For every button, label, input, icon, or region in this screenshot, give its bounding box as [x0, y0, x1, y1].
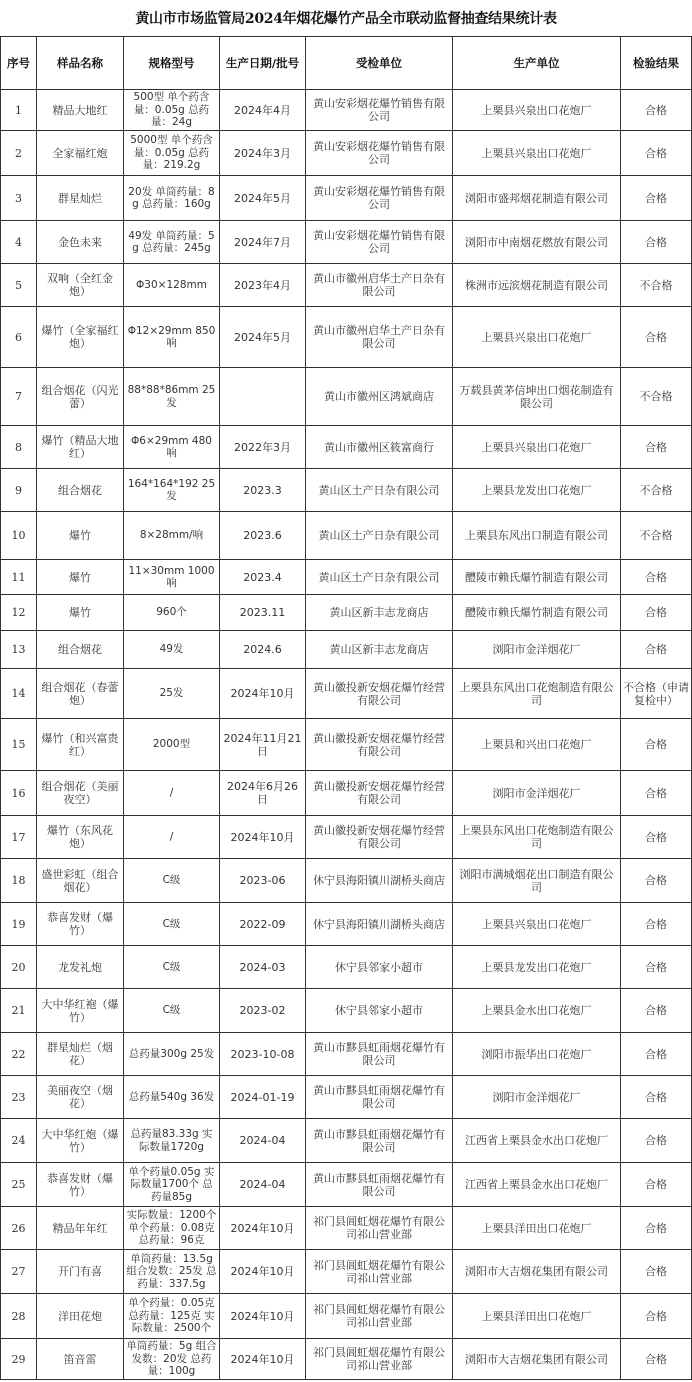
sample-name-cell: 爆竹（全家福红炮） — [37, 307, 124, 368]
row-number-cell: 3 — [1, 176, 37, 221]
table-row — [1, 176, 692, 221]
inspection-result-cell: 不合格（申请复检中） — [621, 669, 692, 719]
sample-name-cell: 精品大地红 — [37, 90, 124, 131]
inspection-result-cell: 合格 — [621, 131, 692, 176]
inspected-unit-cell: 黄山区新丰志龙商店 — [306, 631, 453, 669]
inspection-result-cell: 不合格 — [621, 264, 692, 307]
producer-unit-cell: 万载县黄茅信坤出口烟花制造有限公司 — [453, 368, 621, 426]
inspection-result-cell: 合格 — [621, 946, 692, 989]
producer-unit-cell: 上栗县东风出口花炮制造有限公司 — [453, 669, 621, 719]
production-date-cell: 2024年7月 — [220, 221, 306, 264]
sample-name-cell: 美丽夜空（烟花） — [37, 1076, 124, 1119]
table-row — [1, 1119, 692, 1163]
inspected-unit-cell: 黄山市黟县虹雨烟花爆竹有限公司 — [306, 1076, 453, 1119]
row-number-cell: 14 — [1, 669, 37, 719]
producer-unit-cell: 浏阳市大吉烟花集团有限公司 — [453, 1250, 621, 1294]
inspection-result-cell: 合格 — [621, 771, 692, 816]
production-date-cell: 2023.4 — [220, 560, 306, 595]
inspection-result-cell: 合格 — [621, 176, 692, 221]
spec-model-cell: Φ30×128mm — [124, 264, 220, 307]
producer-unit-cell: 浏阳市中南烟花燃放有限公司 — [453, 221, 621, 264]
row-number-cell: 23 — [1, 1076, 37, 1119]
inspected-unit-cell: 休宁县邻家小超市 — [306, 946, 453, 989]
production-date-cell: 2023年4月 — [220, 264, 306, 307]
sample-name-cell: 爆竹（和兴富贵红） — [37, 719, 124, 771]
producer-unit-cell: 浏阳市金洋烟花厂 — [453, 631, 621, 669]
row-number-cell: 28 — [1, 1294, 37, 1339]
inspection-result-cell: 合格 — [621, 1076, 692, 1119]
production-date-cell: 2024年4月 — [220, 90, 306, 131]
row-number-cell: 29 — [1, 1339, 37, 1380]
sample-name-cell: 大中华红炮（爆竹） — [37, 1119, 124, 1163]
spec-model-cell: 49发 单筒药量：5g 总药量：245g — [124, 221, 220, 264]
table-row — [1, 771, 692, 816]
col-header-producer: 生产单位 — [453, 37, 621, 90]
col-header-spec: 规格型号 — [124, 37, 220, 90]
production-date-cell: 2024.6 — [220, 631, 306, 669]
table-row — [1, 469, 692, 512]
spec-model-cell: 20发 单筒药量：8g 总药量：160g — [124, 176, 220, 221]
producer-unit-cell: 浏阳市金洋烟花厂 — [453, 771, 621, 816]
results-table — [0, 36, 692, 1380]
row-number-cell: 17 — [1, 816, 37, 859]
inspection-result-cell: 合格 — [621, 595, 692, 631]
production-date-cell: 2024-03 — [220, 946, 306, 989]
sample-name-cell: 盛世彩虹（组合烟花） — [37, 859, 124, 903]
sample-name-cell: 群星灿烂（烟花） — [37, 1033, 124, 1076]
spec-model-cell: 500型 单个药含量：0.05g 总药量：24g — [124, 90, 220, 131]
sample-name-cell: 恭喜发财（爆竹） — [37, 903, 124, 946]
table-row — [1, 1033, 692, 1076]
table-row — [1, 1076, 692, 1119]
inspection-result-cell: 合格 — [621, 1119, 692, 1163]
producer-unit-cell: 江西省上栗县金水出口花炮厂 — [453, 1119, 621, 1163]
inspected-unit-cell: 黄山安彩烟花爆竹销售有限公司 — [306, 90, 453, 131]
production-date-cell: 2024年10月 — [220, 1250, 306, 1294]
table-row — [1, 1294, 692, 1339]
table-row — [1, 595, 692, 631]
inspected-unit-cell: 黄山市黟县虹雨烟花爆竹有限公司 — [306, 1119, 453, 1163]
row-number-cell: 16 — [1, 771, 37, 816]
table-row — [1, 131, 692, 176]
spec-model-cell: 总药量540g 36发 — [124, 1076, 220, 1119]
inspected-unit-cell: 休宁县邻家小超市 — [306, 989, 453, 1033]
col-header-no: 序号 — [1, 37, 37, 90]
inspected-unit-cell: 黄山市黟县虹雨烟花爆竹有限公司 — [306, 1033, 453, 1076]
spec-model-cell: 2000型 — [124, 719, 220, 771]
spec-model-cell: C级 — [124, 989, 220, 1033]
inspected-unit-cell: 祁门县阊虹烟花爆竹有限公司祁山营业部 — [306, 1339, 453, 1380]
production-date-cell: 2023.11 — [220, 595, 306, 631]
inspected-unit-cell: 黄山徽投新安烟花爆竹经营有限公司 — [306, 719, 453, 771]
spec-model-cell: / — [124, 771, 220, 816]
sample-name-cell: 大中华红袍（爆竹） — [37, 989, 124, 1033]
table-row — [1, 221, 692, 264]
row-number-cell: 10 — [1, 512, 37, 560]
inspection-result-cell: 合格 — [621, 989, 692, 1033]
inspection-result-cell: 不合格 — [621, 512, 692, 560]
table-row — [1, 426, 692, 469]
inspected-unit-cell: 祁门县阊虹烟花爆竹有限公司祁山营业部 — [306, 1294, 453, 1339]
inspection-result-cell: 不合格 — [621, 368, 692, 426]
production-date-cell: 2023.3 — [220, 469, 306, 512]
row-number-cell: 18 — [1, 859, 37, 903]
inspected-unit-cell: 黄山徽投新安烟花爆竹经营有限公司 — [306, 771, 453, 816]
sample-name-cell: 组合烟花（闪光蕾） — [37, 368, 124, 426]
producer-unit-cell: 上栗县兴泉出口花炮厂 — [453, 90, 621, 131]
sample-name-cell: 全家福红炮 — [37, 131, 124, 176]
table-row — [1, 859, 692, 903]
row-number-cell: 15 — [1, 719, 37, 771]
production-date-cell: 2024年5月 — [220, 307, 306, 368]
sample-name-cell: 龙发礼炮 — [37, 946, 124, 989]
sample-name-cell: 爆竹（精品大地红） — [37, 426, 124, 469]
spec-model-cell: 单个药量0.05g 实际数量1700个 总药量85g — [124, 1163, 220, 1207]
inspection-result-cell: 合格 — [621, 903, 692, 946]
inspected-unit-cell: 黄山徽投新安烟花爆竹经营有限公司 — [306, 816, 453, 859]
sample-name-cell: 精品年年红 — [37, 1207, 124, 1250]
inspected-unit-cell: 黄山区新丰志龙商店 — [306, 595, 453, 631]
row-number-cell: 24 — [1, 1119, 37, 1163]
production-date-cell: 2024-01-19 — [220, 1076, 306, 1119]
sample-name-cell: 金色未来 — [37, 221, 124, 264]
sample-name-cell: 组合烟花 — [37, 469, 124, 512]
sample-name-cell: 爆竹（东风花炮） — [37, 816, 124, 859]
header-row — [1, 37, 692, 90]
production-date-cell: 2022-09 — [220, 903, 306, 946]
inspected-unit-cell: 祁门县阊虹烟花爆竹有限公司祁山营业部 — [306, 1250, 453, 1294]
table-row — [1, 1207, 692, 1250]
table-row — [1, 512, 692, 560]
producer-unit-cell: 上栗县龙发出口花炮厂 — [453, 946, 621, 989]
producer-unit-cell: 浏阳市大吉烟花集团有限公司 — [453, 1339, 621, 1380]
producer-unit-cell: 上栗县和兴出口花炮厂 — [453, 719, 621, 771]
production-date-cell: 2024年3月 — [220, 131, 306, 176]
sample-name-cell: 开门有喜 — [37, 1250, 124, 1294]
producer-unit-cell: 上栗县东风出口制造有限公司 — [453, 512, 621, 560]
sample-name-cell: 组合烟花（美丽夜空） — [37, 771, 124, 816]
table-row — [1, 264, 692, 307]
table-row — [1, 307, 692, 368]
row-number-cell: 21 — [1, 989, 37, 1033]
spec-model-cell: 单筒药量：5g 组合发数：20发 总药量：100g — [124, 1339, 220, 1380]
table-row — [1, 1163, 692, 1207]
producer-unit-cell: 上栗县东风出口花炮制造有限公司 — [453, 816, 621, 859]
row-number-cell: 7 — [1, 368, 37, 426]
page-title: 黄山市市场监管局2024年烟花爆竹产品全市联动监督抽查结果统计表 — [135, 11, 557, 27]
inspection-result-cell: 合格 — [621, 1250, 692, 1294]
inspected-unit-cell: 黄山区土产日杂有限公司 — [306, 469, 453, 512]
inspection-result-cell: 合格 — [621, 1207, 692, 1250]
spec-model-cell: 88*88*86mm 25发 — [124, 368, 220, 426]
col-header-date: 生产日期/批号 — [220, 37, 306, 90]
sample-name-cell: 群星灿烂 — [37, 176, 124, 221]
sample-name-cell: 洋田花炮 — [37, 1294, 124, 1339]
inspection-result-cell: 合格 — [621, 221, 692, 264]
producer-unit-cell: 上栗县兴泉出口花炮厂 — [453, 426, 621, 469]
spec-model-cell: Φ6×29mm 480响 — [124, 426, 220, 469]
producer-unit-cell: 醴陵市赖氏爆竹制造有限公司 — [453, 560, 621, 595]
row-number-cell: 5 — [1, 264, 37, 307]
producer-unit-cell: 上栗县兴泉出口花炮厂 — [453, 131, 621, 176]
spec-model-cell: / — [124, 816, 220, 859]
sample-name-cell: 组合烟花（春蕾炮） — [37, 669, 124, 719]
spec-model-cell: C级 — [124, 903, 220, 946]
spec-model-cell: 总药量300g 25发 — [124, 1033, 220, 1076]
row-number-cell: 11 — [1, 560, 37, 595]
table-row — [1, 989, 692, 1033]
spec-model-cell: 11×30mm 1000响 — [124, 560, 220, 595]
table-row — [1, 1250, 692, 1294]
table-row — [1, 719, 692, 771]
inspection-result-cell: 合格 — [621, 719, 692, 771]
spec-model-cell: 总药量83.33g 实际数量1720g — [124, 1119, 220, 1163]
sample-name-cell: 爆竹 — [37, 512, 124, 560]
inspection-result-cell: 合格 — [621, 426, 692, 469]
producer-unit-cell: 上栗县兴泉出口花炮厂 — [453, 903, 621, 946]
production-date-cell: 2024年10月 — [220, 669, 306, 719]
inspected-unit-cell: 祁门县阊虹烟花爆竹有限公司祁山营业部 — [306, 1207, 453, 1250]
sample-name-cell: 爆竹 — [37, 560, 124, 595]
inspection-result-cell: 合格 — [621, 631, 692, 669]
producer-unit-cell: 醴陵市赖氏爆竹制造有限公司 — [453, 595, 621, 631]
col-header-name: 样品名称 — [37, 37, 124, 90]
table-row — [1, 816, 692, 859]
production-date-cell: 2024-04 — [220, 1119, 306, 1163]
inspection-result-cell: 合格 — [621, 307, 692, 368]
table-row — [1, 631, 692, 669]
production-date-cell: 2023.6 — [220, 512, 306, 560]
table-row — [1, 368, 692, 426]
inspection-result-cell: 合格 — [621, 1339, 692, 1380]
spec-model-cell: 25发 — [124, 669, 220, 719]
row-number-cell: 4 — [1, 221, 37, 264]
production-date-cell: 2023-02 — [220, 989, 306, 1033]
production-date-cell: 2024年6月26日 — [220, 771, 306, 816]
spec-model-cell: 8×28mm/响 — [124, 512, 220, 560]
producer-unit-cell: 株洲市远滨烟花制造有限公司 — [453, 264, 621, 307]
production-date-cell: 2024年10月 — [220, 1207, 306, 1250]
inspected-unit-cell: 黄山徽投新安烟花爆竹经营有限公司 — [306, 669, 453, 719]
row-number-cell: 25 — [1, 1163, 37, 1207]
production-date-cell: 2023-10-08 — [220, 1033, 306, 1076]
production-date-cell: 2022年3月 — [220, 426, 306, 469]
table-row — [1, 560, 692, 595]
inspected-unit-cell: 黄山安彩烟花爆竹销售有限公司 — [306, 221, 453, 264]
spec-model-cell: 960个 — [124, 595, 220, 631]
producer-unit-cell: 上栗县龙发出口花炮厂 — [453, 469, 621, 512]
producer-unit-cell: 上栗县洋田出口花炮厂 — [453, 1207, 621, 1250]
producer-unit-cell: 江西省上栗县金水出口花炮厂 — [453, 1163, 621, 1207]
inspected-unit-cell: 黄山市徽州启华土产日杂有限公司 — [306, 307, 453, 368]
inspection-result-cell: 合格 — [621, 560, 692, 595]
inspection-result-cell: 合格 — [621, 816, 692, 859]
spec-model-cell: C级 — [124, 946, 220, 989]
table-row — [1, 669, 692, 719]
spec-model-cell: Φ12×29mm 850响 — [124, 307, 220, 368]
sample-name-cell: 组合烟花 — [37, 631, 124, 669]
table-row — [1, 903, 692, 946]
row-number-cell: 9 — [1, 469, 37, 512]
production-date-cell: 2024年10月 — [220, 1294, 306, 1339]
producer-unit-cell: 浏阳市金洋烟花厂 — [453, 1076, 621, 1119]
table-row — [1, 90, 692, 131]
row-number-cell: 13 — [1, 631, 37, 669]
table-row — [1, 1339, 692, 1380]
inspection-result-cell: 不合格 — [621, 469, 692, 512]
sample-name-cell: 恭喜发财（爆竹） — [37, 1163, 124, 1207]
inspected-unit-cell: 黄山安彩烟花爆竹销售有限公司 — [306, 131, 453, 176]
inspection-result-cell: 合格 — [621, 1294, 692, 1339]
sample-name-cell: 双响（全红金炮） — [37, 264, 124, 307]
inspection-result-cell: 合格 — [621, 1033, 692, 1076]
row-number-cell: 22 — [1, 1033, 37, 1076]
spec-model-cell: 单筒药量：13.5g 组合发数：25发 总药量：337.5g — [124, 1250, 220, 1294]
inspection-result-cell: 合格 — [621, 859, 692, 903]
production-date-cell — [220, 368, 306, 426]
production-date-cell: 2024年10月 — [220, 816, 306, 859]
producer-unit-cell: 浏阳市振华出口花炮厂 — [453, 1033, 621, 1076]
producer-unit-cell: 上栗县洋田出口花炮厂 — [453, 1294, 621, 1339]
spec-model-cell: 单个药量：0.05克 总药量：125克 实际数量：2500个 — [124, 1294, 220, 1339]
row-number-cell: 12 — [1, 595, 37, 631]
spec-model-cell: 实际数量：1200个 单个药量：0.08克 总药量：96克 — [124, 1207, 220, 1250]
row-number-cell: 8 — [1, 426, 37, 469]
spec-model-cell: 49发 — [124, 631, 220, 669]
production-date-cell: 2024年11月21日 — [220, 719, 306, 771]
row-number-cell: 27 — [1, 1250, 37, 1294]
production-date-cell: 2024年10月 — [220, 1339, 306, 1380]
inspected-unit-cell: 休宁县海阳镇川湖桥头商店 — [306, 903, 453, 946]
sample-name-cell: 爆竹 — [37, 595, 124, 631]
inspected-unit-cell: 黄山安彩烟花爆竹销售有限公司 — [306, 176, 453, 221]
spec-model-cell: 5000型 单个药含量：0.05g 总药量：219.2g — [124, 131, 220, 176]
spec-model-cell: 164*164*192 25 发 — [124, 469, 220, 512]
col-header-inspected: 受检单位 — [306, 37, 453, 90]
inspected-unit-cell: 黄山区土产日杂有限公司 — [306, 512, 453, 560]
inspected-unit-cell: 黄山市黟县虹雨烟花爆竹有限公司 — [306, 1163, 453, 1207]
row-number-cell: 19 — [1, 903, 37, 946]
row-number-cell: 2 — [1, 131, 37, 176]
producer-unit-cell: 上栗县兴泉出口花炮厂 — [453, 307, 621, 368]
row-number-cell: 26 — [1, 1207, 37, 1250]
row-number-cell: 20 — [1, 946, 37, 989]
production-date-cell: 2023-06 — [220, 859, 306, 903]
inspected-unit-cell: 黄山市徽州区鸿斌商店 — [306, 368, 453, 426]
sample-name-cell: 笛音雷 — [37, 1339, 124, 1380]
col-header-result: 检验结果 — [621, 37, 692, 90]
inspection-result-cell: 合格 — [621, 90, 692, 131]
producer-unit-cell: 上栗县金水出口花炮厂 — [453, 989, 621, 1033]
inspected-unit-cell: 休宁县海阳镇川湖桥头商店 — [306, 859, 453, 903]
producer-unit-cell: 浏阳市盛邦烟花制造有限公司 — [453, 176, 621, 221]
production-date-cell: 2024-04 — [220, 1163, 306, 1207]
inspected-unit-cell: 黄山市徽州区筱富商行 — [306, 426, 453, 469]
table-row — [1, 946, 692, 989]
producer-unit-cell: 浏阳市满城烟花出口制造有限公司 — [453, 859, 621, 903]
inspected-unit-cell: 黄山区土产日杂有限公司 — [306, 560, 453, 595]
inspected-unit-cell: 黄山市徽州启华土产日杂有限公司 — [306, 264, 453, 307]
row-number-cell: 6 — [1, 307, 37, 368]
production-date-cell: 2024年5月 — [220, 176, 306, 221]
row-number-cell: 1 — [1, 90, 37, 131]
inspection-result-cell: 合格 — [621, 1163, 692, 1207]
spec-model-cell: C级 — [124, 859, 220, 903]
